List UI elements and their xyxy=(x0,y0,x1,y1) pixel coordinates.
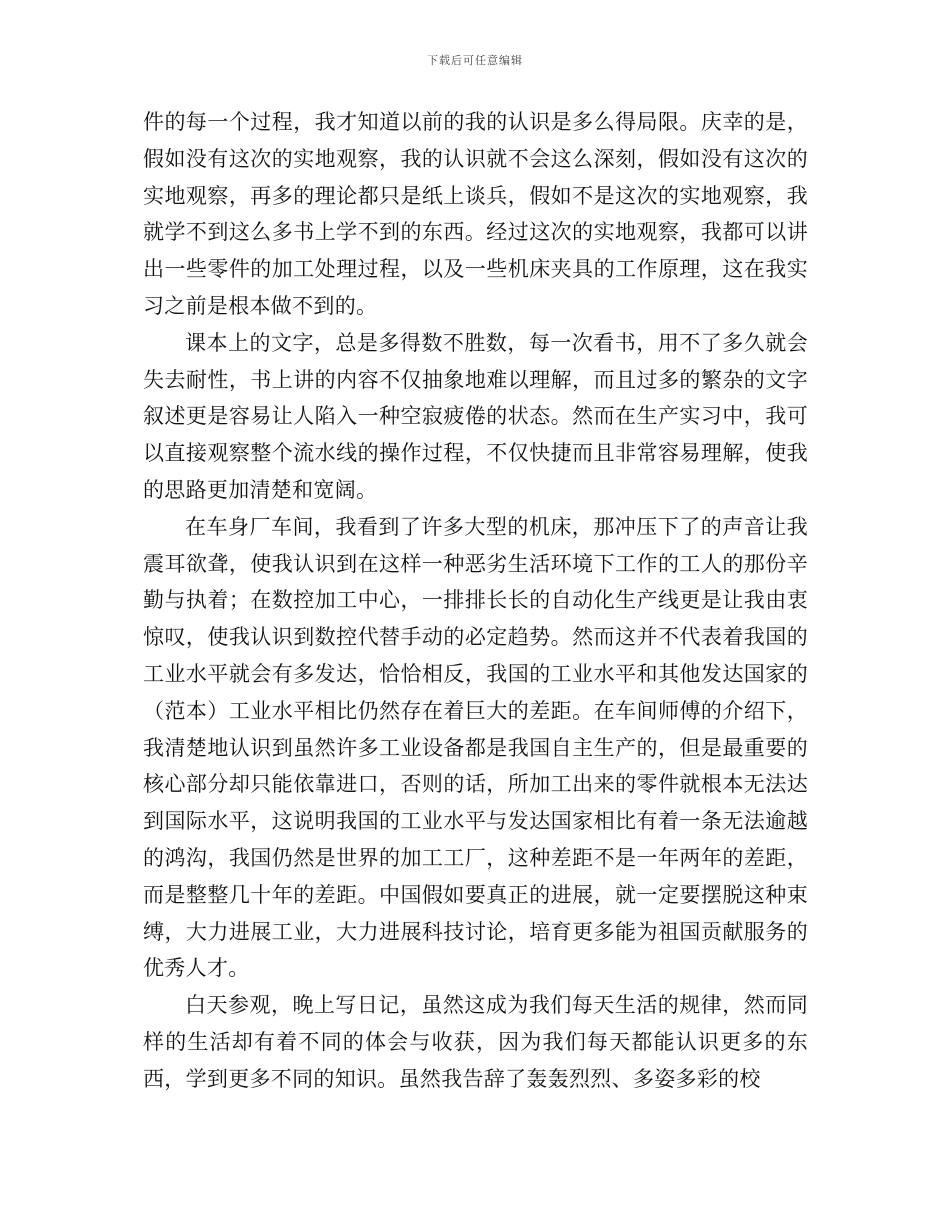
document-body xyxy=(143,104,808,1098)
paragraph-textbook: 课本上的文字，总是多得数不胜数，每一次看书，用不了多久就会失去耐性，书上讲的内容不仅抽象地难以理解，而且过多的繁杂的文字叙述更是容易让人陷入一种空寂疲倦的状态。然而在生产实习中，我可以直接观察整个流水线的操作过程，不仅快捷而且非常容易理解，使我的思路更加清楚和宽阔。 xyxy=(143,330,808,502)
paragraph-workshop: 在车身厂车间，我看到了许多大型的机床，那冲压下了的声音让我震耳欲聋，使我认识到在这样一种恶劣生活环境下工作的工人的那份辛勤与执着；在数控加工中心，一排排长长的自动化生产线更是让我由衷惊叹，使我认识到数控代替手动的必定趋势。然而这并不代表着我国的工业水平就会有多发达，恰恰相反，我国的工业水平和其他发达国家的（范本）工业水平相比仍然存在着巨大的差距。在车间师傅的介绍下，我清楚地认识到虽然许多工业设备都是我国自主生产的，但是最重要的核心部分却只能依靠进口，否则的话，所加工出来的零件就根本无法达到国际水平，这说明我国的工业水平与发达国家相比有着一条无法逾越的鸿沟，我国仍然是世界的加工工厂，这种差距不是一年两年的差距，而是整整几十年的差距。中国假如要真正的进展，就一定要摆脱这种束缚，大力进展工业，大力进展科技讨论，培育更多能为祖国贡献服务的优秀人才。 xyxy=(143,514,808,981)
paragraph-daily-routine: 白天参观，晚上写日记，虽然这成为我们每天生活的规律，然而同样的生活却有着不同的体会与收获，因为我们每天都能认识更多的东西，学到更多不同的知识。虽然我告辞了轰轰烈烈、多姿多彩的校 xyxy=(143,993,808,1091)
page-header: 下载后可任意编辑 xyxy=(427,54,523,67)
paragraph-continuation: 件的每一个过程，我才知道以前的我的认识是多么得局限。庆幸的是，假如没有这次的实地观察，我的认识就不会这么深刻，假如没有这次的实地观察，再多的理论都只是纸上谈兵，假如不是这次的实地观察，我就学不到这么多书上学不到的东西。经过这次的实地观察，我都可以讲出一些零件的加工处理过程，以及一些机床夹具的工作原理，这在我实习之前是根本做不到的。 xyxy=(143,110,808,318)
